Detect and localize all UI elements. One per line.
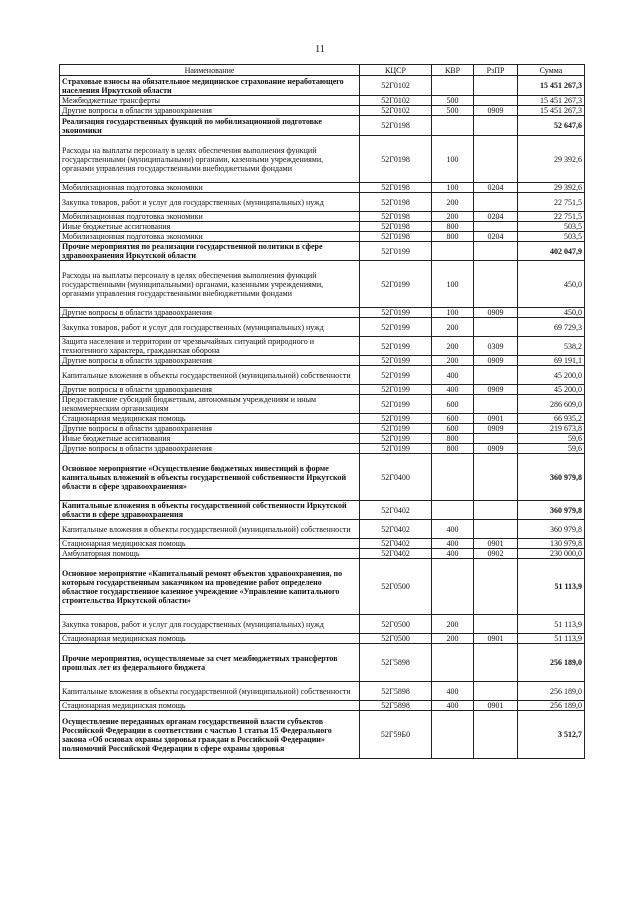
table-row xyxy=(60,318,585,337)
row-kvr-cell: 600 xyxy=(432,395,474,414)
row-kvr-cell: 400 xyxy=(432,520,474,539)
row-name-cell: Другие вопросы в области здравоохранения xyxy=(60,444,360,454)
row-rzpr-cell: 0901 xyxy=(474,701,518,711)
row-sum-cell: 503,5 xyxy=(518,222,585,232)
row-name-cell: Капитальные вложения в объекты государственной (муниципальной) собственности xyxy=(60,366,360,385)
table-row xyxy=(60,395,585,414)
row-kvr-cell: 100 xyxy=(432,136,474,183)
row-rzpr-cell xyxy=(474,520,518,539)
row-kcsr-cell: 52Г5898 xyxy=(360,701,432,711)
row-rzpr-cell: 0204 xyxy=(474,232,518,242)
row-sum-cell: 3 512,7 xyxy=(518,711,585,759)
row-name-cell: Стационарная медицинская помощь xyxy=(60,539,360,549)
row-sum-cell: 230 000,0 xyxy=(518,549,585,559)
row-name-cell: Другие вопросы в области здравоохранения xyxy=(60,356,360,366)
row-sum-cell: 59,6 xyxy=(518,434,585,444)
table-row xyxy=(60,261,585,308)
row-kcsr-cell: 52Г0199 xyxy=(360,385,432,395)
row-kcsr-cell: 52Г0199 xyxy=(360,395,432,414)
row-kcsr-cell: 52Г0199 xyxy=(360,242,432,261)
row-name-cell: Закупка товаров, работ и услуг для государственных (муниципальных) нужд xyxy=(60,615,360,634)
row-kvr-cell xyxy=(432,501,474,520)
table-row xyxy=(60,222,585,232)
table-row xyxy=(60,444,585,454)
row-rzpr-cell: 0909 xyxy=(474,308,518,318)
row-rzpr-cell xyxy=(474,366,518,385)
row-kcsr-cell: 52Г0102 xyxy=(360,76,432,96)
row-kvr-cell xyxy=(432,644,474,682)
row-kcsr-cell: 52Г0198 xyxy=(360,136,432,183)
row-name-cell: Предоставление субсидий бюджетным, автономным учреждениям и иным некоммерческим организациям xyxy=(60,395,360,414)
row-name-cell: Другие вопросы в области здравоохранения xyxy=(60,385,360,395)
row-kvr-cell: 800 xyxy=(432,222,474,232)
row-name-cell: Мобилизационная подготовка экономики xyxy=(60,232,360,242)
row-kcsr-cell: 52Г0199 xyxy=(360,434,432,444)
row-kcsr-cell: 52Г5898 xyxy=(360,644,432,682)
row-name-cell: Закупка товаров, работ и услуг для государственных (муниципальных) нужд xyxy=(60,318,360,337)
row-kcsr-cell: 52Г0198 xyxy=(360,116,432,136)
row-name-cell: Основное мероприятие «Капитальный ремонт объектов здравоохранения, по которым государственным заказчиком на проведение работ определено областное государственное казенное учреждение «Управление капитального строительства Иркутской области» xyxy=(60,559,360,615)
row-sum-cell: 503,5 xyxy=(518,232,585,242)
row-name-cell: Расходы на выплаты персоналу в целях обеспечения выполнения функций государственными (муниципальными) органами, казенными учреждениями, органами управления государственными внебюджетными фондами xyxy=(60,261,360,308)
row-name-cell: Другие вопросы в области здравоохранения xyxy=(60,424,360,434)
row-kcsr-cell: 52Г0198 xyxy=(360,183,432,193)
row-kcsr-cell: 52Г0199 xyxy=(360,444,432,454)
row-kcsr-cell: 52Г0199 xyxy=(360,424,432,434)
row-rzpr-cell xyxy=(474,242,518,261)
table-row xyxy=(60,615,585,634)
table-row xyxy=(60,76,585,96)
row-rzpr-cell: 0204 xyxy=(474,183,518,193)
row-kcsr-cell: 52Г0198 xyxy=(360,222,432,232)
row-sum-cell: 69 729,3 xyxy=(518,318,585,337)
header-sum: Сумма xyxy=(518,65,585,76)
table-row xyxy=(60,337,585,356)
row-sum-cell: 219 673,8 xyxy=(518,424,585,434)
row-rzpr-cell: 0909 xyxy=(474,356,518,366)
row-sum-cell: 29 392,6 xyxy=(518,136,585,183)
row-sum-cell: 22 751,5 xyxy=(518,193,585,212)
row-name-cell: Межбюджетные трансферты xyxy=(60,96,360,106)
row-rzpr-cell: 0909 xyxy=(474,424,518,434)
row-kcsr-cell: 52Г0199 xyxy=(360,414,432,424)
row-sum-cell: 51 113,9 xyxy=(518,615,585,634)
row-kvr-cell: 100 xyxy=(432,308,474,318)
row-kcsr-cell: 52Г0199 xyxy=(360,318,432,337)
row-name-cell: Стационарная медицинская помощь xyxy=(60,414,360,424)
table-header-row xyxy=(60,65,585,76)
row-kvr-cell: 200 xyxy=(432,634,474,644)
table-row xyxy=(60,414,585,424)
row-kvr-cell xyxy=(432,711,474,759)
row-rzpr-cell xyxy=(474,193,518,212)
row-kcsr-cell: 52Г0199 xyxy=(360,261,432,308)
row-rzpr-cell: 0909 xyxy=(474,385,518,395)
header-rzpr: РзПР xyxy=(474,65,518,76)
row-sum-cell: 360 979,8 xyxy=(518,454,585,501)
table-row xyxy=(60,242,585,261)
row-rzpr-cell xyxy=(474,318,518,337)
table-row xyxy=(60,454,585,501)
row-kcsr-cell: 52Г0402 xyxy=(360,549,432,559)
table-row xyxy=(60,520,585,539)
row-sum-cell: 45 200,0 xyxy=(518,366,585,385)
row-name-cell: Мобилизационная подготовка экономики xyxy=(60,183,360,193)
table-row xyxy=(60,634,585,644)
row-name-cell: Прочие мероприятия по реализации государственной политики в сфере здравоохранения Иркутской области xyxy=(60,242,360,261)
table-row xyxy=(60,701,585,711)
row-kvr-cell: 800 xyxy=(432,434,474,444)
table-row xyxy=(60,539,585,549)
row-name-cell: Страховые взносы на обязательное медицинское страхование неработающего населения Иркутской области xyxy=(60,76,360,96)
table-row xyxy=(60,116,585,136)
table-row xyxy=(60,549,585,559)
row-sum-cell: 66 935,2 xyxy=(518,414,585,424)
row-rzpr-cell: 0909 xyxy=(474,106,518,116)
row-rzpr-cell: 0901 xyxy=(474,414,518,424)
table-row xyxy=(60,308,585,318)
row-sum-cell: 286 609,0 xyxy=(518,395,585,414)
table-row xyxy=(60,682,585,701)
table-row xyxy=(60,96,585,106)
row-kcsr-cell: 52Г0199 xyxy=(360,308,432,318)
row-rzpr-cell xyxy=(474,682,518,701)
row-rzpr-cell xyxy=(474,559,518,615)
row-sum-cell: 69 191,1 xyxy=(518,356,585,366)
row-kvr-cell xyxy=(432,559,474,615)
row-kvr-cell xyxy=(432,454,474,501)
row-kvr-cell: 500 xyxy=(432,96,474,106)
row-kvr-cell: 200 xyxy=(432,193,474,212)
row-sum-cell: 360 979,8 xyxy=(518,501,585,520)
row-kcsr-cell: 52Г0500 xyxy=(360,615,432,634)
table-row xyxy=(60,366,585,385)
table-row xyxy=(60,424,585,434)
budget-table xyxy=(59,64,585,759)
row-kcsr-cell: 52Г0198 xyxy=(360,232,432,242)
row-rzpr-cell xyxy=(474,395,518,414)
row-sum-cell: 450,0 xyxy=(518,261,585,308)
row-kcsr-cell: 52Г0402 xyxy=(360,501,432,520)
row-name-cell: Мобилизационная подготовка экономики xyxy=(60,212,360,222)
row-kcsr-cell: 52Г0198 xyxy=(360,193,432,212)
header-kcsr: КЦСР xyxy=(360,65,432,76)
row-sum-cell: 51 113,9 xyxy=(518,559,585,615)
row-kvr-cell xyxy=(432,76,474,96)
row-name-cell: Амбулаторная помощь xyxy=(60,549,360,559)
table-row xyxy=(60,232,585,242)
row-kvr-cell: 600 xyxy=(432,424,474,434)
row-sum-cell: 402 047,9 xyxy=(518,242,585,261)
table-row xyxy=(60,106,585,116)
row-kcsr-cell: 52Г5898 xyxy=(360,682,432,701)
row-rzpr-cell: 0901 xyxy=(474,539,518,549)
row-name-cell: Другие вопросы в области здравоохранения xyxy=(60,308,360,318)
table-row xyxy=(60,136,585,183)
row-kvr-cell: 400 xyxy=(432,366,474,385)
row-kvr-cell: 800 xyxy=(432,232,474,242)
row-sum-cell: 29 392,6 xyxy=(518,183,585,193)
table-row xyxy=(60,193,585,212)
row-rzpr-cell xyxy=(474,454,518,501)
row-kcsr-cell: 52Г0500 xyxy=(360,634,432,644)
row-name-cell: Капитальные вложения в объекты государственной (муниципальной) собственности xyxy=(60,682,360,701)
row-rzpr-cell: 0902 xyxy=(474,549,518,559)
row-rzpr-cell xyxy=(474,136,518,183)
row-rzpr-cell xyxy=(474,76,518,96)
table-row xyxy=(60,434,585,444)
row-kcsr-cell: 52Г0198 xyxy=(360,212,432,222)
row-sum-cell: 59,6 xyxy=(518,444,585,454)
page-number: 11 xyxy=(315,44,325,55)
table-row xyxy=(60,644,585,682)
row-kcsr-cell: 52Г0402 xyxy=(360,539,432,549)
row-name-cell: Осуществление переданных органам государственной власти субъектов Российской Федерации в соответствии с частью 1 статьи 15 Федерального закона «Об основах охраны здоровья граждан в Российской Федерации» полномочий Российской Федерации в сфере охраны здоровья xyxy=(60,711,360,759)
row-name-cell: Капитальные вложения в объекты государственной собственности Иркутской области в сфере здравоохранения xyxy=(60,501,360,520)
row-rzpr-cell xyxy=(474,222,518,232)
row-sum-cell: 51 113,9 xyxy=(518,634,585,644)
row-name-cell: Капитальные вложения в объекты государственной (муниципальной) собственности xyxy=(60,520,360,539)
row-kcsr-cell: 52Г0402 xyxy=(360,520,432,539)
row-kvr-cell xyxy=(432,116,474,136)
row-name-cell: Стационарная медицинская помощь xyxy=(60,634,360,644)
row-name-cell: Реализация государственных функций по мобилизационной подготовке экономики xyxy=(60,116,360,136)
row-rzpr-cell xyxy=(474,711,518,759)
header-name: Наименование xyxy=(60,65,360,76)
row-kvr-cell: 400 xyxy=(432,682,474,701)
row-kvr-cell: 200 xyxy=(432,615,474,634)
table-row xyxy=(60,385,585,395)
row-name-cell: Стационарная медицинская помощь xyxy=(60,701,360,711)
row-kvr-cell: 200 xyxy=(432,212,474,222)
row-sum-cell: 130 979,8 xyxy=(518,539,585,549)
row-kvr-cell: 600 xyxy=(432,414,474,424)
row-kcsr-cell: 52Г0199 xyxy=(360,337,432,356)
row-sum-cell: 256 189,0 xyxy=(518,701,585,711)
row-kcsr-cell: 52Г0102 xyxy=(360,96,432,106)
row-sum-cell: 45 200,0 xyxy=(518,385,585,395)
table-body xyxy=(60,76,585,759)
table-row xyxy=(60,711,585,759)
row-kvr-cell: 100 xyxy=(432,183,474,193)
row-kvr-cell: 500 xyxy=(432,106,474,116)
row-kvr-cell xyxy=(432,242,474,261)
row-kvr-cell: 200 xyxy=(432,356,474,366)
row-kcsr-cell: 52Г0400 xyxy=(360,454,432,501)
row-sum-cell: 15 451 267,3 xyxy=(518,106,585,116)
row-rzpr-cell xyxy=(474,434,518,444)
row-sum-cell: 450,0 xyxy=(518,308,585,318)
row-kvr-cell: 400 xyxy=(432,385,474,395)
table-row xyxy=(60,501,585,520)
row-kcsr-cell: 52Г59Б0 xyxy=(360,711,432,759)
row-sum-cell: 15 451 267,3 xyxy=(518,76,585,96)
row-sum-cell: 15 451 267,3 xyxy=(518,96,585,106)
row-name-cell: Прочие мероприятия, осуществляемые за счет межбюджетных трансфертов прошлых лет из федерального бюджета xyxy=(60,644,360,682)
row-sum-cell: 256 189,0 xyxy=(518,644,585,682)
row-kvr-cell: 200 xyxy=(432,337,474,356)
header-kvr: КВР xyxy=(432,65,474,76)
row-name-cell: Расходы на выплаты персоналу в целях обеспечения выполнения функций государственными (муниципальными) органами, казенными учреждениями, органами управления государственными внебюджетными фондами xyxy=(60,136,360,183)
row-kvr-cell: 200 xyxy=(432,318,474,337)
row-rzpr-cell: 0909 xyxy=(474,444,518,454)
row-sum-cell: 256 189,0 xyxy=(518,682,585,701)
row-kvr-cell: 100 xyxy=(432,261,474,308)
row-sum-cell: 538,2 xyxy=(518,337,585,356)
row-name-cell: Основное мероприятие «Осуществление бюджетных инвестиций в форме капитальных вложений в объекты государственной собственности Иркутской области в сфере здравоохранения» xyxy=(60,454,360,501)
row-kcsr-cell: 52Г0199 xyxy=(360,356,432,366)
table-row xyxy=(60,559,585,615)
row-sum-cell: 22 751,5 xyxy=(518,212,585,222)
row-kvr-cell: 800 xyxy=(432,444,474,454)
row-rzpr-cell xyxy=(474,615,518,634)
row-kcsr-cell: 52Г0500 xyxy=(360,559,432,615)
row-kvr-cell: 400 xyxy=(432,701,474,711)
table-row xyxy=(60,212,585,222)
row-sum-cell: 52 647,6 xyxy=(518,116,585,136)
row-name-cell: Другие вопросы в области здравоохранения xyxy=(60,106,360,116)
table-row xyxy=(60,356,585,366)
row-rzpr-cell xyxy=(474,644,518,682)
row-kvr-cell: 400 xyxy=(432,549,474,559)
row-name-cell: Иные бюджетные ассигнования xyxy=(60,222,360,232)
row-rzpr-cell xyxy=(474,501,518,520)
row-kcsr-cell: 52Г0199 xyxy=(360,366,432,385)
row-name-cell: Защита населения и территории от чрезвычайных ситуаций природного и техногенного характера, гражданская оборона xyxy=(60,337,360,356)
row-sum-cell: 360 979,8 xyxy=(518,520,585,539)
row-rzpr-cell xyxy=(474,116,518,136)
row-rzpr-cell: 0901 xyxy=(474,634,518,644)
row-kcsr-cell: 52Г0102 xyxy=(360,106,432,116)
table-row xyxy=(60,183,585,193)
row-kvr-cell: 400 xyxy=(432,539,474,549)
row-rzpr-cell xyxy=(474,96,518,106)
row-rzpr-cell: 0309 xyxy=(474,337,518,356)
row-rzpr-cell xyxy=(474,261,518,308)
row-name-cell: Иные бюджетные ассигнования xyxy=(60,434,360,444)
row-rzpr-cell: 0204 xyxy=(474,212,518,222)
row-name-cell: Закупка товаров, работ и услуг для государственных (муниципальных) нужд xyxy=(60,193,360,212)
